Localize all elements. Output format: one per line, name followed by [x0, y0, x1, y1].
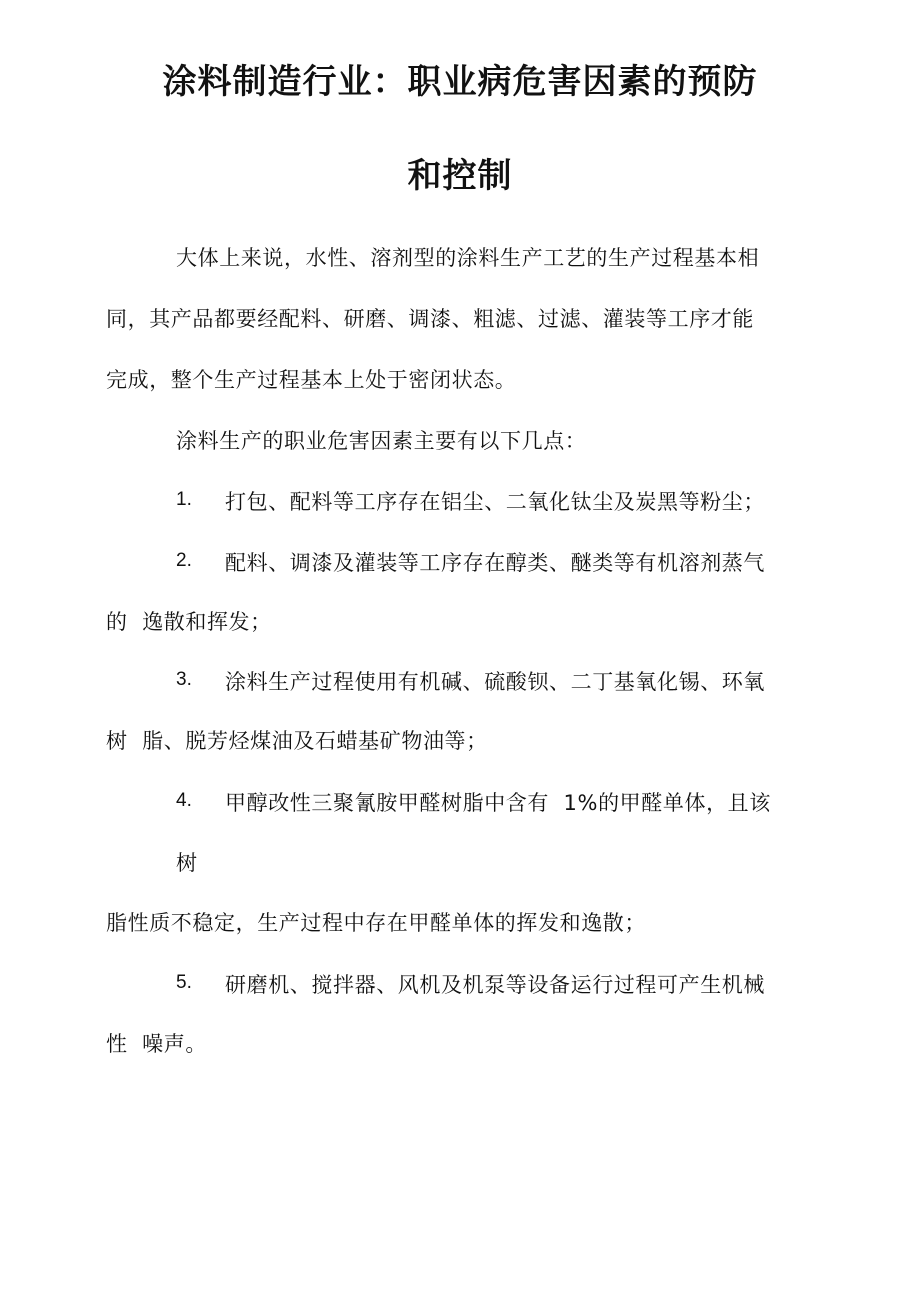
- item-4-line-1: 甲醇改性三聚氰胺甲醛树脂中含有 1%的甲醛单体，且该: [225, 791, 771, 815]
- item-2-line-1: 配料、调漆及灌装等工序存在醇类、醚类等有机溶剂蒸气: [225, 551, 765, 575]
- item-2-number: 2.: [176, 550, 192, 571]
- item-1-number: 1.: [176, 489, 192, 510]
- item-1-line-1: 打包、配料等工序存在铝尘、二氧化钛尘及炭黑等粉尘；: [225, 490, 765, 514]
- intro-line-3: 完成，整个生产过程基本上处于密闭状态。: [106, 368, 517, 392]
- item-3-line-1: 涂料生产过程使用有机碱、硫酸钡、二丁基氧化锡、环氧: [225, 670, 765, 694]
- title-line-1: 涂料制造行业：职业病危害因素的预防: [162, 62, 758, 102]
- item-2-line-2: 的 逸散和挥发；: [106, 610, 272, 634]
- intro-line-1: 大体上来说，水性、溶剂型的涂料生产工艺的生产过程基本相: [176, 246, 760, 270]
- item-4-line-3: 脂性质不稳定，生产过程中存在甲醛单体的挥发和逸散；: [106, 911, 646, 935]
- item-4-number: 4.: [176, 790, 192, 811]
- item-5-number: 5.: [176, 972, 192, 993]
- intro-line-2: 同，其产品都要经配料、研磨、调漆、粗滤、过滤、灌装等工序才能: [106, 307, 754, 331]
- item-3-line-2: 树 脂、脱芳烃煤油及石蜡基矿物油等；: [106, 729, 488, 753]
- item-5-line-1: 研磨机、搅拌器、风机及机泵等设备运行过程可产生机械: [225, 973, 765, 997]
- title-line-2: 和控制: [407, 156, 513, 196]
- item-3-number: 3.: [176, 669, 192, 690]
- item-5-line-2: 性 噪声。: [106, 1032, 207, 1056]
- lead-paragraph: 涂料生产的职业危害因素主要有以下几点：: [176, 429, 587, 453]
- item-4-line-2: 树: [176, 851, 198, 875]
